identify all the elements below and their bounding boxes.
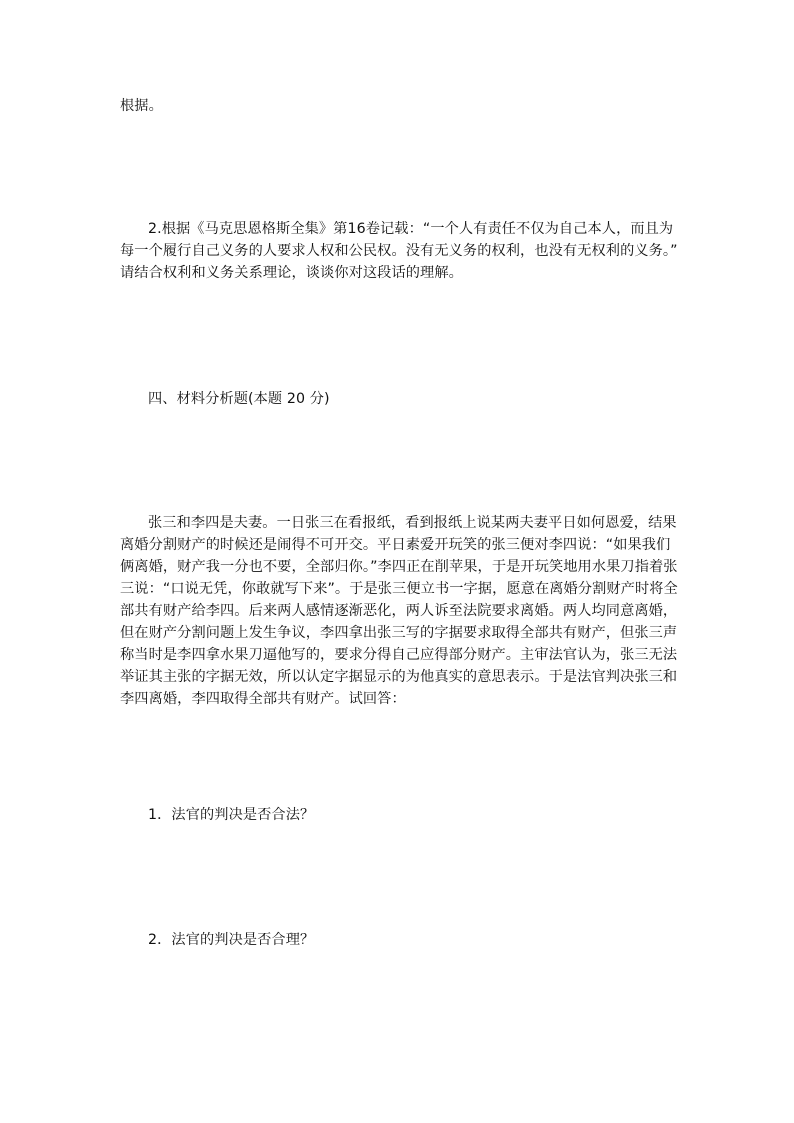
material-line: 称当时是李四拿水果刀逼他写的，要求分得自己应得部分财产。主审法官认为，张三无法 [120,647,678,663]
material-line: 三说：“口说无凭，你敢就写下来”。于是张三便立书一字据，愿意在离婚分割财产时将全 [120,581,678,597]
sub-question-1-text: 1．法官的判决是否合法？ [148,807,315,823]
sub-question-2 [120,929,680,951]
material-line: 张三和李四是夫妻。一日张三在看报纸，看到报纸上说某两夫妻平日如何恩爱，结果 [148,515,677,531]
material-line: 但在财产分割问题上发生争议，李四拿出张三写的字据要求取得全部共有财产，但张三声 [120,625,678,641]
sub-question-1 [120,804,680,826]
intro-text: 根据。 [120,98,163,114]
question-2-paragraph [120,218,680,284]
material-paragraph [120,512,680,710]
intro-paragraph [120,95,680,117]
material-line: 李四离婚，李四取得全部共有财产。试回答： [120,691,406,707]
question-2-line: 每一个履行自己义务的人要求人权和公民权。没有无义务的权利，也没有无权利的义务。” [120,243,678,259]
section-4-heading-text: 四、材料分析题(本题 20 分) [148,391,330,407]
question-2-line: 2.根据《马克思恩格斯全集》第16卷记载：“一个人有责任不仅为自己本人，而且为 [148,221,674,237]
question-2-line: 请结合权利和义务关系理论，谈谈你对这段话的理解。 [120,265,463,281]
material-line: 俩离婚，财产我一分也不要，全部归你。”李四正在削苹果，于是开玩笑地用水果刀指着张 [120,559,678,575]
material-line: 部共有财产给李四。后来两人感情逐渐恶化，两人诉至法院要求离婚。两人均同意离婚， [120,603,678,619]
material-line: 举证其主张的字据无效，所以认定字据显示的为他真实的意思表示。于是法官判决张三和 [120,669,678,685]
section-4-heading [120,388,680,410]
sub-question-2-text: 2．法官的判决是否合理？ [148,932,315,948]
material-line: 离婚分割财产的时候还是闹得不可开交。平日素爱开玩笑的张三便对李四说：“如果我们 [120,537,671,553]
